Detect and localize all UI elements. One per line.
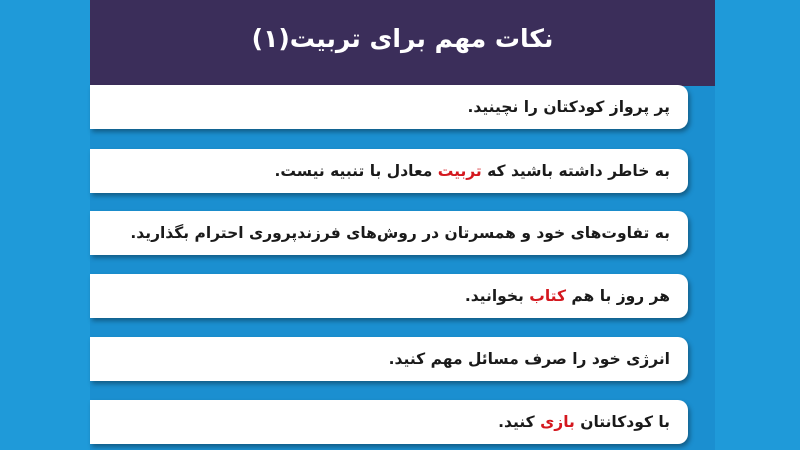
- page-title: نکات مهم برای تربیت(۱): [251, 23, 554, 53]
- highlighted-word: تربیت: [437, 162, 482, 180]
- tip-card: [90, 85, 688, 129]
- tip-card: [90, 149, 688, 193]
- tip-text: پر پرواز کودکتان را نچینید.: [467, 98, 670, 116]
- tip-text: به تفاوت‌های خود و همسرتان در روش‌های فرزندپروری احترام بگذارید.: [130, 224, 670, 242]
- tip-card: [90, 337, 688, 381]
- tip-text: هر روز با هم کتاب بخوانید.: [464, 287, 670, 305]
- highlighted-word: کتاب: [529, 287, 566, 305]
- tip-card: [90, 211, 688, 255]
- highlighted-word: بازی: [540, 413, 575, 431]
- tip-text: انرژی خود را صرف مسائل مهم کنید.: [388, 350, 670, 368]
- title-banner: [90, 0, 715, 86]
- tip-text: به خاطر داشته باشید که تربیت معادل با تنبیه نیست.: [274, 162, 670, 180]
- tip-card: [90, 274, 688, 318]
- tip-text: با کودکانتان بازی کنید.: [498, 413, 670, 431]
- tip-card: [90, 400, 688, 444]
